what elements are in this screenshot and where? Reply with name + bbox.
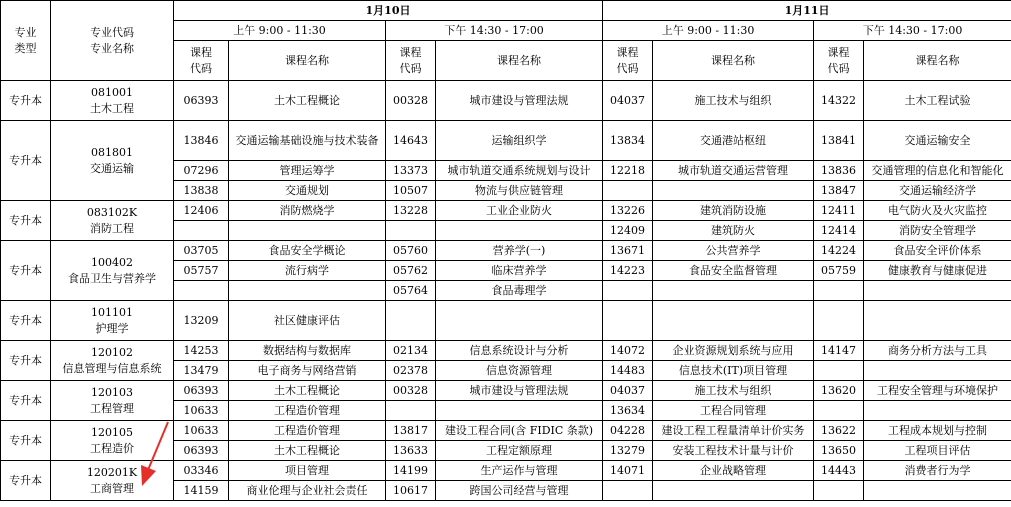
- table-row: [1, 381, 1011, 401]
- course-code-cell: [603, 301, 653, 341]
- course-code-cell: 03705: [174, 241, 229, 261]
- course-code-cell: 10633: [174, 421, 229, 441]
- course-name-cell: 工程成本规划与控制: [864, 421, 1011, 441]
- course-code-cell: [174, 281, 229, 301]
- course-code-cell: 13841: [814, 121, 864, 161]
- course-code-cell: 13620: [814, 381, 864, 401]
- major-name: 护理学: [95, 321, 129, 335]
- course-name-cell: 施工技术与组织: [653, 381, 814, 401]
- major-name: 信息管理与信息系统: [62, 361, 162, 375]
- major-code: 120105: [91, 425, 133, 439]
- course-code-cell: 13838: [174, 181, 229, 201]
- course-code-cell: 13834: [603, 121, 653, 161]
- major-cell: [51, 421, 174, 461]
- course-name-cell: 信息技术(IT)项目管理: [653, 361, 814, 381]
- course-name-header: 课程名称: [864, 41, 1011, 81]
- table-row: [1, 421, 1011, 441]
- course-name-cell: 安装工程技术计量与计价: [653, 441, 814, 461]
- course-code-cell: 13226: [603, 201, 653, 221]
- session-header: 下午 14:30 - 17:00: [386, 21, 603, 41]
- course-code-cell: 04037: [603, 381, 653, 401]
- course-code-cell: [814, 481, 864, 501]
- course-code-cell: 12414: [814, 221, 864, 241]
- major-code: 120103: [91, 385, 133, 399]
- course-code-cell: 02134: [386, 341, 436, 361]
- course-name-cell: 工程项目评估: [864, 441, 1011, 461]
- course-code-cell: 05757: [174, 261, 229, 281]
- course-code-cell: 13633: [386, 441, 436, 461]
- major-name: 交通运输: [90, 161, 134, 175]
- course-name-cell: 健康教育与健康促进: [864, 261, 1011, 281]
- course-name-cell: 建筑消防设施: [653, 201, 814, 221]
- course-code-cell: [386, 221, 436, 241]
- course-code-cell: 14199: [386, 461, 436, 481]
- course-code-cell: 13847: [814, 181, 864, 201]
- course-name-cell: 交通运输经济学: [864, 181, 1011, 201]
- course-code-cell: 00328: [386, 381, 436, 401]
- course-name-cell: [864, 361, 1011, 381]
- course-name-cell: 食品安全评价体系: [864, 241, 1011, 261]
- course-code-cell: 12218: [603, 161, 653, 181]
- major-type-cell: 专升本: [1, 381, 51, 421]
- table-row: [1, 341, 1011, 361]
- major-code: 081801: [91, 145, 133, 159]
- course-name-cell: [436, 301, 603, 341]
- course-name-cell: [229, 281, 386, 301]
- course-name-cell: 电子商务与网络营销: [229, 361, 386, 381]
- course-code-cell: 02378: [386, 361, 436, 381]
- course-name-cell: 工程定额原理: [436, 441, 603, 461]
- course-name-cell: 信息系统设计与分析: [436, 341, 603, 361]
- course-name-cell: 工程造价管理: [229, 421, 386, 441]
- course-name-cell: 建设工程工程量清单计价实务: [653, 421, 814, 441]
- course-code-cell: 13479: [174, 361, 229, 381]
- course-code-cell: 12411: [814, 201, 864, 221]
- table-row: [1, 81, 1011, 121]
- course-name-cell: 流行病学: [229, 261, 386, 281]
- major-name: 食品卫生与营养学: [68, 271, 156, 285]
- table-row: [1, 301, 1011, 341]
- course-code-cell: 14224: [814, 241, 864, 261]
- course-code-cell: 05764: [386, 281, 436, 301]
- course-name-cell: [229, 221, 386, 241]
- header-row-dates: [1, 1, 1011, 21]
- course-name-cell: 交通规划: [229, 181, 386, 201]
- course-code-cell: 00328: [386, 81, 436, 121]
- course-name-cell: 消防燃烧学: [229, 201, 386, 221]
- major-code: 120201K: [86, 465, 138, 479]
- course-code-header: 课程 代码: [814, 41, 864, 81]
- course-name-cell: 信息资源管理: [436, 361, 603, 381]
- course-name-cell: 交通港站枢纽: [653, 121, 814, 161]
- course-code-cell: 13634: [603, 401, 653, 421]
- course-name-cell: 食品毒理学: [436, 281, 603, 301]
- course-name-cell: 工程安全管理与环境保护: [864, 381, 1011, 401]
- major-cell: [51, 461, 174, 501]
- course-code-cell: 04037: [603, 81, 653, 121]
- course-code-cell: 14159: [174, 481, 229, 501]
- course-name-cell: 城市轨道交通运营管理: [653, 161, 814, 181]
- course-name-cell: [864, 281, 1011, 301]
- course-code-cell: [386, 401, 436, 421]
- course-name-cell: 交通管理的信息化和智能化: [864, 161, 1011, 181]
- course-code-cell: 10633: [174, 401, 229, 421]
- session-header: 下午 14:30 - 17:00: [814, 21, 1011, 41]
- course-code-cell: 12406: [174, 201, 229, 221]
- course-code-cell: 05759: [814, 261, 864, 281]
- table-row: [1, 201, 1011, 221]
- course-name-cell: 运输组织学: [436, 121, 603, 161]
- course-code-cell: 12409: [603, 221, 653, 241]
- course-code-cell: 13650: [814, 441, 864, 461]
- course-code-cell: 03346: [174, 461, 229, 481]
- course-code-cell: [814, 301, 864, 341]
- session-header: 上午 9:00 - 11:30: [174, 21, 386, 41]
- course-code-cell: 13846: [174, 121, 229, 161]
- major-type-header: 专业 类型: [1, 1, 51, 81]
- major-code: 120102: [91, 345, 133, 359]
- course-code-cell: 14072: [603, 341, 653, 361]
- major-cell: [51, 381, 174, 421]
- course-name-cell: 城市建设与管理法规: [436, 81, 603, 121]
- major-name: 工程造价: [90, 441, 134, 455]
- major-code: 081001: [91, 85, 133, 99]
- course-code-cell: 13817: [386, 421, 436, 441]
- course-code-cell: 13373: [386, 161, 436, 181]
- course-code-cell: 13836: [814, 161, 864, 181]
- course-name-cell: 建设工程合同(含 FIDIC 条款): [436, 421, 603, 441]
- course-code-cell: [174, 221, 229, 241]
- course-name-cell: 企业资源规划系统与应用: [653, 341, 814, 361]
- course-name-header: 课程名称: [229, 41, 386, 81]
- course-code-cell: 13671: [603, 241, 653, 261]
- course-code-cell: 14322: [814, 81, 864, 121]
- course-name-cell: 项目管理: [229, 461, 386, 481]
- course-name-cell: 工程造价管理: [229, 401, 386, 421]
- course-code-cell: 14253: [174, 341, 229, 361]
- course-code-cell: 05762: [386, 261, 436, 281]
- course-name-cell: 工业企业防火: [436, 201, 603, 221]
- course-code-cell: 10617: [386, 481, 436, 501]
- major-type-cell: 专升本: [1, 301, 51, 341]
- major-type-cell: 专升本: [1, 421, 51, 461]
- major-type-cell: 专升本: [1, 241, 51, 301]
- major-code: 100402: [91, 255, 133, 269]
- course-code-cell: [603, 481, 653, 501]
- course-name-cell: 企业战略管理: [653, 461, 814, 481]
- course-name-cell: 数据结构与数据库: [229, 341, 386, 361]
- course-name-header: 课程名称: [436, 41, 603, 81]
- course-code-cell: 13622: [814, 421, 864, 441]
- major-name: 土木工程: [90, 101, 134, 115]
- course-name-cell: [436, 401, 603, 421]
- course-code-cell: 06393: [174, 441, 229, 461]
- major-code: 083102K: [86, 205, 138, 219]
- course-name-cell: 跨国公司经营与管理: [436, 481, 603, 501]
- course-name-cell: 生产运作与管理: [436, 461, 603, 481]
- major-type-cell: 专升本: [1, 81, 51, 121]
- course-code-cell: 13279: [603, 441, 653, 461]
- course-code-cell: 06393: [174, 381, 229, 401]
- course-name-cell: 土木工程概论: [229, 81, 386, 121]
- course-name-cell: 商业伦理与企业社会责任: [229, 481, 386, 501]
- course-name-cell: 施工技术与组织: [653, 81, 814, 121]
- course-code-cell: 07296: [174, 161, 229, 181]
- course-name-cell: 土木工程试验: [864, 81, 1011, 121]
- course-code-cell: 04228: [603, 421, 653, 441]
- major-name: 工程管理: [90, 401, 134, 415]
- course-code-cell: 14071: [603, 461, 653, 481]
- course-code-cell: 13209: [174, 301, 229, 341]
- course-name-cell: 社区健康评估: [229, 301, 386, 341]
- course-code-cell: [603, 181, 653, 201]
- course-code-cell: 14223: [603, 261, 653, 281]
- course-name-cell: 临床营养学: [436, 261, 603, 281]
- course-name-cell: [436, 221, 603, 241]
- course-name-cell: 物流与供应链管理: [436, 181, 603, 201]
- course-name-cell: 消防安全管理学: [864, 221, 1011, 241]
- table-row: [1, 121, 1011, 161]
- table-row: [1, 241, 1011, 261]
- major-code: 101101: [91, 305, 133, 319]
- course-name-cell: 城市建设与管理法规: [436, 381, 603, 401]
- course-code-cell: [814, 361, 864, 381]
- major-cell: [51, 341, 174, 381]
- course-name-cell: 土木工程概论: [229, 381, 386, 401]
- session-header: 上午 9:00 - 11:30: [603, 21, 814, 41]
- major-code-name-header: 专业代码 专业名称: [51, 1, 174, 81]
- course-code-header: 课程 代码: [603, 41, 653, 81]
- schedule-body: [1, 81, 1011, 501]
- major-name: 消防工程: [90, 221, 134, 235]
- date-header-jan11: 1月11日: [603, 1, 1011, 21]
- course-name-cell: 商务分析方法与工具: [864, 341, 1011, 361]
- course-name-cell: 食品安全监督管理: [653, 261, 814, 281]
- major-cell: [51, 241, 174, 301]
- course-name-cell: 交通运输安全: [864, 121, 1011, 161]
- course-code-cell: [603, 281, 653, 301]
- course-name-cell: 营养学(一): [436, 241, 603, 261]
- course-name-cell: [653, 281, 814, 301]
- major-name: 工商管理: [90, 481, 134, 495]
- course-code-cell: 14147: [814, 341, 864, 361]
- course-code-cell: [814, 401, 864, 421]
- course-name-cell: 交通运输基础设施与技术装备: [229, 121, 386, 161]
- major-cell: [51, 81, 174, 121]
- course-name-cell: [653, 181, 814, 201]
- course-name-cell: 城市轨道交通系统规划与设计: [436, 161, 603, 181]
- course-name-cell: 消费者行为学: [864, 461, 1011, 481]
- course-name-cell: 建筑防火: [653, 221, 814, 241]
- major-type-cell: 专升本: [1, 201, 51, 241]
- course-code-cell: 05760: [386, 241, 436, 261]
- course-code-cell: 13228: [386, 201, 436, 221]
- course-code-cell: [386, 301, 436, 341]
- major-type-cell: 专升本: [1, 121, 51, 201]
- course-name-cell: [864, 401, 1011, 421]
- course-code-cell: 14643: [386, 121, 436, 161]
- course-code-cell: 14483: [603, 361, 653, 381]
- course-name-cell: [864, 301, 1011, 341]
- course-name-cell: 土木工程概论: [229, 441, 386, 461]
- course-code-cell: 14443: [814, 461, 864, 481]
- course-name-cell: 管理运筹学: [229, 161, 386, 181]
- course-code-header: 课程 代码: [386, 41, 436, 81]
- course-name-cell: [653, 301, 814, 341]
- course-name-cell: [653, 481, 814, 501]
- table-row: [1, 461, 1011, 481]
- course-code-cell: [814, 281, 864, 301]
- course-name-cell: [864, 481, 1011, 501]
- course-code-header: 课程 代码: [174, 41, 229, 81]
- course-name-cell: 公共营养学: [653, 241, 814, 261]
- course-code-cell: 10507: [386, 181, 436, 201]
- course-code-cell: 06393: [174, 81, 229, 121]
- course-name-cell: 电气防火及火灾监控: [864, 201, 1011, 221]
- major-cell: [51, 301, 174, 341]
- major-cell: [51, 201, 174, 241]
- course-name-cell: 食品安全学概论: [229, 241, 386, 261]
- major-cell: [51, 121, 174, 201]
- date-header-jan10: 1月10日: [174, 1, 603, 21]
- major-type-cell: 专升本: [1, 341, 51, 381]
- course-name-cell: 工程合同管理: [653, 401, 814, 421]
- course-name-header: 课程名称: [653, 41, 814, 81]
- major-type-cell: 专升本: [1, 461, 51, 501]
